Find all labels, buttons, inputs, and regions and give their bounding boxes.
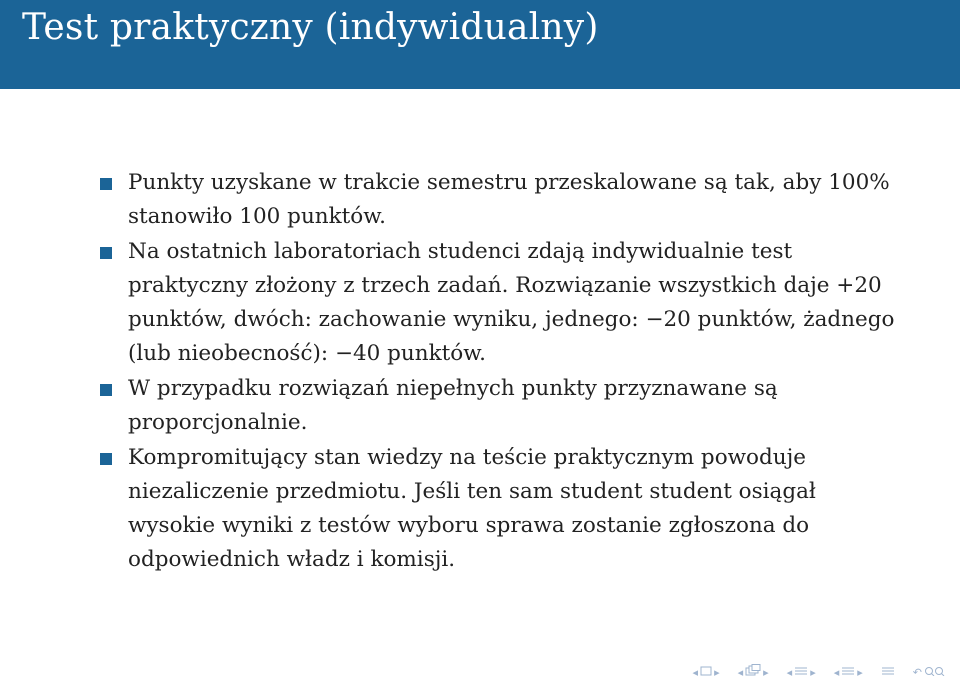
list-item [100,372,900,440]
list-item [100,235,900,371]
frame-nav [693,664,720,682]
list-item [100,441,900,577]
tools-nav [913,664,946,682]
list-item-text: Kompromitujący stan wiedzy na teście praktycznym powoduje niezaliczenie przedmiotu. Jeśli ten sam student student osiągał wysokie wyniki z testów wyboru sprawa zostanie zgłoszona do odpowiednich władz i komisji. [128,445,816,572]
section-nav [787,664,816,682]
section-icon[interactable] [794,664,808,682]
section-next-icon[interactable]: ▸ [810,666,816,679]
subsection-prev-icon[interactable]: ◂ [737,666,744,679]
subsection-nav [738,664,769,682]
frame-next-icon[interactable]: ▸ [714,666,720,679]
list-item-text: Punkty uzyskane w trakcie semestru przeskalowane są tak, aby 100% stanowiło 100 punktów. [128,170,890,229]
bullet-square-icon [100,178,112,190]
bullet-list [100,166,900,578]
search-icon[interactable] [924,664,946,682]
title-bar [0,0,960,89]
outline-nav [881,664,895,682]
frame-icon[interactable] [700,664,712,682]
bullet-square-icon [100,384,112,396]
subsection-icon[interactable] [745,664,761,682]
page-title: Test praktyczny (indywidualny) [22,7,599,48]
back-icon[interactable]: ↶ [912,666,922,679]
subsubsection-icon[interactable] [841,664,855,682]
subsubsection-nav [834,664,863,682]
outline-icon[interactable] [881,664,895,682]
bullet-square-icon [100,453,112,465]
subsection-next-icon[interactable]: ▸ [763,666,769,679]
subsubsection-next-icon[interactable]: ▸ [857,666,863,679]
list-item-text: W przypadku rozwiązań niepełnych punkty przyznawane są proporcjonalnie. [128,376,778,435]
navigation-bar [693,664,946,682]
list-item-text: Na ostatnich laboratoriach studenci zdają indywidualnie test praktyczny złożony z trzech zadań. Rozwiązanie wszystkich daje +20 punktów, dwóch: zachowanie wyniku, jednego: −20 punktów, żadnego (lub nieobecność): −40 punktów. [128,239,895,366]
subsubsection-prev-icon[interactable]: ◂ [833,666,840,679]
list-item [100,166,900,234]
section-prev-icon[interactable]: ◂ [786,666,793,679]
bullet-square-icon [100,247,112,259]
frame-prev-icon[interactable]: ◂ [692,666,699,679]
